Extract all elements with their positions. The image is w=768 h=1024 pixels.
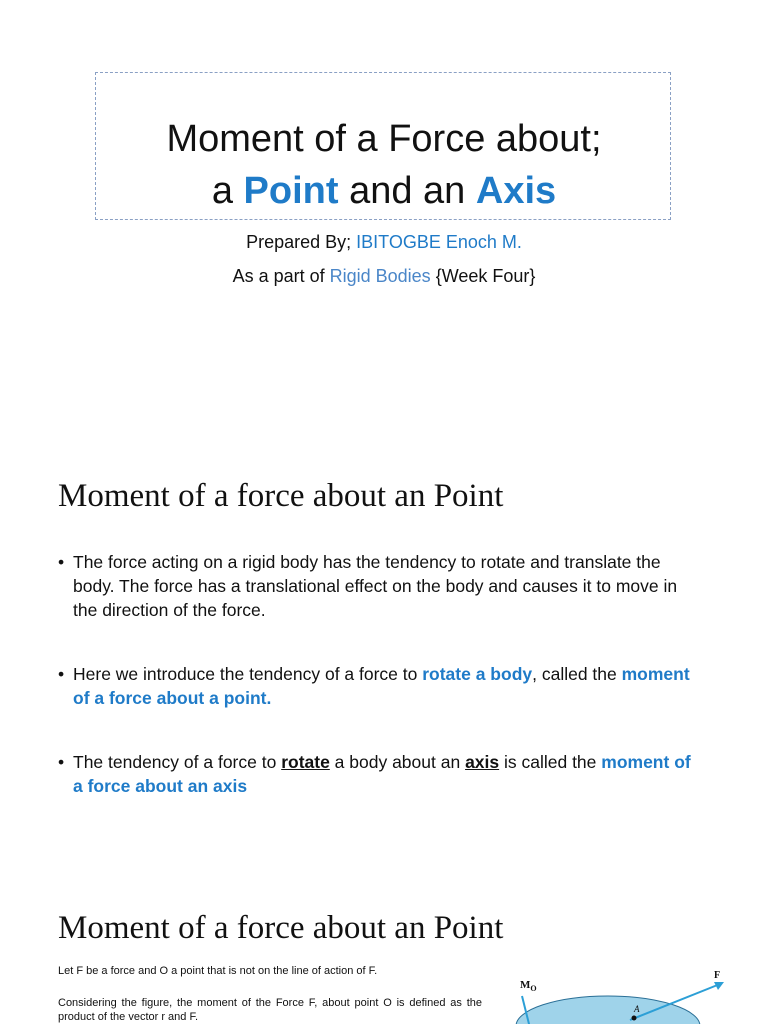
point-a-marker [632, 1016, 637, 1021]
moment-label: $M_O$ [520, 979, 537, 993]
bullet-text-2-pre: Here we introduce the tendency of a force to [73, 664, 423, 684]
prepared-by-line [0, 232, 768, 253]
title-highlight-axis: Axis [475, 170, 557, 212]
bullet-text-3-mid: a body about an [329, 752, 466, 772]
slide-heading: Moment of a force about an Point [58, 478, 504, 514]
prepared-label: Prepared By; [246, 232, 357, 252]
moment-figure [500, 968, 730, 1024]
definition-paragraph-2: Considering the figure, the moment of the Force F, about point O is defined as the product of the vector r and F. [58, 997, 482, 1023]
bullet-item [58, 550, 698, 622]
author-name: IBITOGBE Enoch M. [356, 232, 522, 252]
title-line-1 [0, 118, 768, 161]
intro-slide [0, 430, 768, 860]
bullet-item [58, 662, 698, 710]
slide-heading: Moment of a force about an Point [58, 910, 504, 946]
title-slide [0, 0, 768, 430]
title-line-2 [0, 170, 768, 213]
bullet-item [58, 750, 698, 798]
title-text-1: Moment of a Force about; [166, 118, 602, 160]
emphasis-moment-about-axis: moment of a force about an axis [73, 752, 691, 796]
bullet-text-1: The force acting on a rigid body has the tendency to rotate and translate the body. The force has a translational effect on the body and causes it to move in the direction of the force. [73, 552, 678, 620]
bullet-list [58, 550, 698, 838]
title-highlight-point: Point [243, 170, 339, 212]
bullet-text-3-pre: The tendency of a force to [73, 752, 282, 772]
emphasis-rotate-a-body: rotate a body [422, 664, 533, 684]
rigid-body-shape [516, 996, 700, 1024]
point-a-label: A [634, 1004, 640, 1014]
emphasis-axis: axis [465, 752, 500, 772]
force-label: F [714, 970, 721, 981]
week-label: {Week Four} [430, 266, 536, 286]
definition-paragraph-1: Let F be a force and O a point that is not on the line of action of F. [58, 965, 378, 977]
emphasis-rotate: rotate [281, 752, 330, 772]
course-name: Rigid Bodies [329, 266, 431, 286]
course-line [0, 266, 768, 287]
title-text-2-pre: a [211, 170, 244, 212]
title-text-2-mid: and an [338, 170, 476, 212]
bullet-text-2-mid: , called the [532, 664, 622, 684]
part-label: As a part of [232, 266, 330, 286]
emphasis-moment-about-point: moment of a force about a point. [73, 664, 690, 708]
definition-slide [0, 860, 768, 1024]
bullet-text-3-post: is called the [499, 752, 602, 772]
